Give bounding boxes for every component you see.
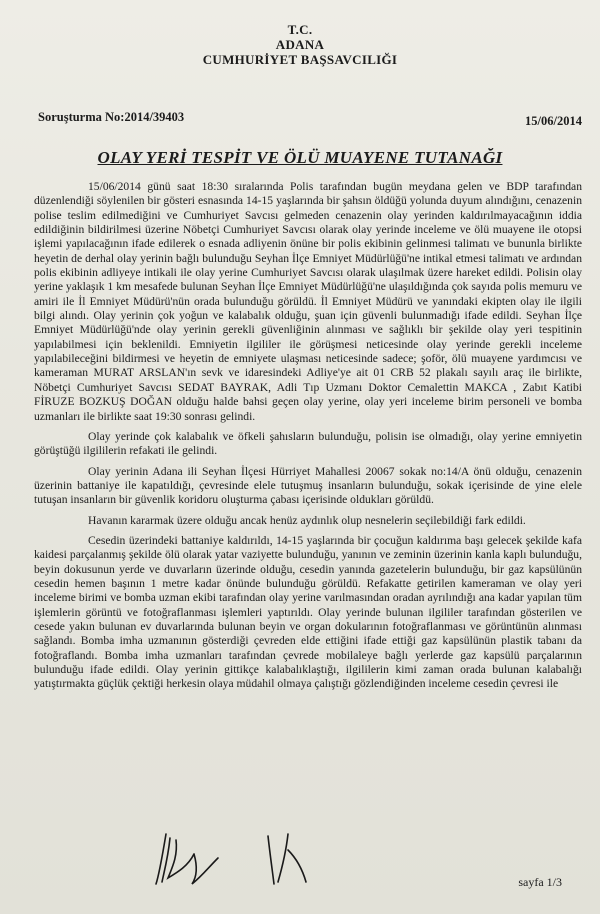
paragraph: Olay yerinde çok kalabalık ve öfkeli şahısların bulunduğu, polisin ise olmadığı, olay yerine emniyetin görüştüğü ilgililerin refakati ile gelindi. — [34, 429, 582, 458]
paragraph: Olay yerinin Adana ili Seyhan İlçesi Hürriyet Mahallesi 20067 sokak no:14/A önü olduğu, cenazenin üzerinin battaniye ile kapatıldığı, çevresinde elele tutuşmuş insanların bulunduğu, sokak içerisinde de yine elele tutuşan insanların bir güvenlik koridoru oluşturma çabası içerisinde oldukları görüldü. — [34, 464, 582, 507]
document-title: OLAY YERİ TESPİT VE ÖLÜ MUAYENE TUTANAĞI — [97, 148, 503, 167]
paragraph: Havanın kararmak üzere olduğu ancak henüz aydınlık olup nesnelerin seçilebildiği fark edildi. — [88, 513, 526, 527]
header-line-city: ADANA — [275, 37, 325, 52]
document-body — [34, 180, 582, 692]
document-date: 15/06/2014 — [525, 114, 582, 128]
page-number: sayfa 1/3 — [518, 875, 562, 889]
signature-right — [258, 828, 348, 888]
case-number: Soruşturma No:2014/39403 — [38, 110, 185, 124]
signature-left — [148, 828, 238, 888]
institution-header — [150, 22, 450, 67]
header-line-tc: T.C. — [287, 22, 313, 37]
header-line-office: CUMHURİYET BAŞSAVCILIĞI — [202, 52, 398, 67]
paragraph: 15/06/2014 günü saat 18:30 sıralarında Polis tarafından bugün meydana gelen ve BDP tarafından düzenlendiği söylenilen bir gösteri esnasında 14-15 yaşlarında bir şahsın öldüğü yolunda duyum alındığını, cenazenin polise teslim edilmediğini ve Cumhuriyet Savcısı gelmeden cenazenin olay yerinden kaldırılmayacağının iddia edildiğinin bildirilmesi üzerine Nöbetçi Cumhuriyet Savcısı olarak olay yerinde inceleme ve ölü muayene ile otopsi işlemi yapılacağının ifade edilerek o esnada adliyenin önüne bir polis ekibinin gelinmesi talimatı ve bununla birlikte heyetin de derhal olay yerinin bağlı bulunduğu Seyhan İlçe Emniyet Müdürlüğü'ne intikal etmesi talimatı ve ardından polis ekibinin adliyeye intikali ile olay yerine Cumhuriyet Savcısı olarak ulaşılmak üzere hareket edildi. Polisin olay yerine yaklaşık 1 km mesafede bulunan Seyhan İlçe Emniyet Müdürlüğü'ne ulaşıldığında çok sayıda polis memuru ve amiri ile İl Emniyet Müdürü'nün orada bulunduğu görüldü. İl Emniyet Müdürü ve yanındaki ekipten olay ile ilgili bilgi alındı. Olay yerinin çok yoğun ve kalabalık olduğu, şuan için güvenli bulunmadığı ifade edildi. Seyhan İlçe Emniyet Müdürlüğü'nde olay yerinin gerekli güvenliğinin alınması ve sağlıklı bir şekilde olay yeri tespitinin yapılabilmesi için beklenildi. Emniyetin ilgililer ile görüşmesi neticesinde olay yerinde gerekli inceleme yapılabileceğini bildirmesi ve heyetin de emniyete ulaşması neticesinde sadece; şoför, ölü muayene yardımcısı ve kameraman MURAT ARSLAN'ın sevk ve idaresindeki Adliye'ye ait 01 CRB 52 plakalı sayılı araç ile birlikte, Nöbetçi Cumhuriyet Savcısı SEDAT BAYRAK, Adli Tıp Uzmanı Doktor Cemalettin MAKCA , Zabıt Katibi FİRUZE BOZKUŞ DOĞAN olduğu halde bahsi geçen olay yerine, olay yeri inceleme birim personeli ve bomba uzmanları ile birlikte saat 19:30 sonrası gelindi. — [34, 180, 582, 423]
paragraph: Cesedin üzerindeki battaniye kaldırıldı, 14-15 yaşlarında bir çocuğun kaldırıma başı gelecek şekilde kafa kaidesi parçalanmış şekilde ölü olarak yatar vaziyette bulunduğu, yanının ve zeminin üzerinin kanla kaplı bulunduğu, beyin dokusunun yerde ve duvarların üzerinde olduğu, cesedin yanında gazetelerin bulunduğu, bir gaz kapsülünün cesedin hemen başının 1 metre kadar önünde bulunduğu görüldü. Refakatte getirilen kameraman ve olay yeri inceleme birimi ve bomba uzman ekibi tarafından olay yerine varılmasından oradan ayrılındığı ana kadar yapılan tüm işlemlerin görüntü ve fotoğraflanması işlemleri yaptırıldı. Olay yerinde bulunan ilgililer tarafından gösterilen ve cesede yakın bulunan ev duvarlarında bulunan beyin ve organ dokularının fotoğraflanması ve görüntünün alınması sağlandı. Bomba imha uzmanının gösterdiği çevreden elde ettiğini ifade ettiği gaz kapsülünün plastik tabanı da fotoğraflandı. Bomba imha uzmanları tarafından çevrede mobilaleye bağlı yerlerde gaz kapsülü parçalarının bulunduğu ifade edildi. Olay yerinin gittikçe kalabalıklaştığı, ilgililerin kimi zaman orada bulunan kalabalığı yatıştırmakta güçlük çektiği herkesin olaya müdahil olmaya çalıştığı gözlendiğinden inceleme cesedin çevresi ile — [34, 533, 582, 691]
